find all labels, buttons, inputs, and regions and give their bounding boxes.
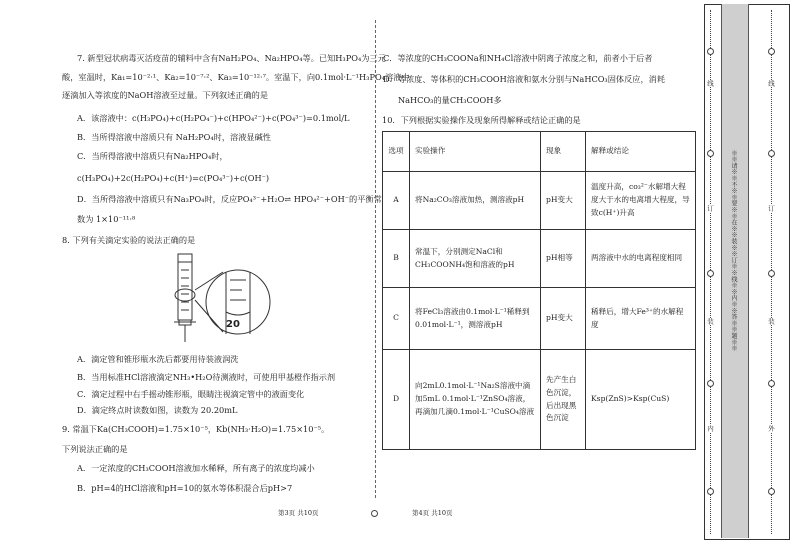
no-answer-notice: ※※请※※不※※要※※在※※装※※订※※线※※内※※答※※题※※	[730, 150, 737, 352]
row-operation: 向2mL0.1mol·L⁻¹Na₂S溶液中滴加5mL 0.1mol·L⁻¹ZnSO₄溶液，再滴加几滴0.1mol·L⁻¹CuSO₄溶液	[410, 350, 541, 450]
outer-label-outside: 外	[767, 425, 775, 432]
page-number-left: 第3页 共10页	[278, 509, 319, 517]
seal-circle	[707, 48, 714, 55]
row-option: B	[383, 230, 410, 288]
seal-circle	[707, 488, 714, 495]
page-number-right: 第4页 共10页	[412, 509, 453, 517]
q10-table	[382, 131, 696, 450]
row-operation: 常温下，分别测定NaCl和CH₃COONH₄饱和溶液的pH	[410, 230, 541, 288]
q9-stem: 9. 常温下Ka(CH₃COOH)=1.75×10⁻⁵，Kb(NH₃·H₂O)=1.75×10⁻⁵。	[62, 424, 330, 434]
q8-option-c: C．滴定过程中右手摇动锥形瓶，眼睛注视滴定管中的液面变化	[77, 389, 305, 399]
q7-option-c-formula: c(H₃PO₄)+2c(H₂PO₄)+c(H⁺)=c(PO₄³⁻)+c(OH⁻)	[77, 173, 270, 183]
q7-option-d-cont: 数为 1×10⁻¹¹·⁸	[77, 214, 136, 224]
row-phenomenon: pH变大	[541, 172, 586, 230]
seal-circle	[768, 270, 775, 277]
q7-line3: 逐滴加入等浓度的NaOH溶液至过量。下列叙述正确的是	[62, 90, 269, 100]
q8-option-b: B．当用标准HCl溶液滴定NH₃•H₂O待测液时，可使用甲基橙作指示剂	[77, 372, 336, 382]
row-conclusion: Ksp(ZnS)>Ksp(CuS)	[586, 350, 696, 450]
outer-label-line: 线	[767, 80, 775, 87]
row-phenomenon: pH相等	[541, 230, 586, 288]
row-phenomenon: 先产生白色沉淀，后出现黑色沉淀	[541, 350, 586, 450]
outer-label-bind: 订	[767, 205, 775, 212]
q9-ask: 下列说法正确的是	[62, 444, 128, 454]
row-option: C	[383, 288, 410, 350]
table-row	[383, 350, 696, 450]
header-phenomenon: 现象	[541, 132, 586, 172]
footer-circle	[371, 510, 378, 517]
table-row	[383, 172, 696, 230]
table-row	[383, 230, 696, 288]
q8-option-d: D．滴定终点时读数如图，读数为 20.20mL	[77, 405, 238, 415]
row-phenomenon: pH变大	[541, 288, 586, 350]
seal-circle	[707, 270, 714, 277]
burette-figure	[168, 250, 278, 352]
table-row	[383, 288, 696, 350]
row-operation: 将FeCl₃溶液由0.1mol·L⁻¹稀释到0.01mol·L⁻¹，测溶液pH	[410, 288, 541, 350]
row-conclusion: 稀释后，增大Fe³⁺的水解程度	[586, 288, 696, 350]
table-header-row	[383, 132, 696, 172]
seal-circle	[768, 150, 775, 157]
row-option: D	[383, 350, 410, 450]
seal-circle	[768, 380, 775, 387]
seal-circle	[768, 488, 775, 495]
q10-stem: 10．下列根据实验操作及现象所得解释或结论正确的是	[382, 115, 581, 125]
inner-label-line: 线	[706, 80, 714, 87]
seal-circle	[707, 380, 714, 387]
q7-option-c: C．当所得溶液中溶质只有Na₂HPO₄时，	[77, 151, 228, 161]
seal-circle	[707, 150, 714, 157]
inner-label-bind: 订	[706, 205, 714, 212]
q9-option-c: C．等浓度的CH₃COONa和NH₄Cl溶液中阴离子浓度之和，前者小于后者	[383, 53, 653, 63]
row-conclusion: 温度升高，co₃²⁻水解增大程度大于水的电离增大程度，导致c(H⁺)升高	[586, 172, 696, 230]
header-conclusion: 解释或结论	[586, 132, 696, 172]
q7-option-d: D．当所得溶液中溶质只有Na₃PO₄时，反应PO₄³⁻+H₂O⇌ HPO₄²⁻+OH⁻的平衡常	[77, 194, 382, 204]
header-option: 选项	[383, 132, 410, 172]
inner-label-inside: 内	[706, 425, 714, 432]
q7-line2: 酸，室温时，Ka₁=10⁻²·¹、Ka₂=10⁻⁷·²、Ka₃=10⁻¹²·⁷。室温下，向0.1mol·L⁻¹H₃PO₄溶液中	[62, 72, 410, 82]
q8-option-a: A．滴定管和锥形瓶水洗后都要用待装液润洗	[77, 354, 239, 364]
q7-line1: 7. 新型冠状病毒灭活疫苗的辅料中含有NaH₂PO₄、Na₂HPO₄等。已知H₃PO₄为三元	[77, 53, 386, 63]
row-operation: 将Na₂CO₃溶液加热，测溶液pH	[410, 172, 541, 230]
q9-option-d-cont: NaHCO₃的量CH₃COOH多	[398, 95, 502, 105]
outer-label-install: 装	[767, 318, 775, 325]
row-option: A	[383, 172, 410, 230]
q9-option-b: B．pH=4的HCl溶液和pH=10的氨水等体积混合后pH>7	[77, 483, 293, 493]
inner-label-install: 装	[706, 318, 714, 325]
column-divider	[375, 20, 376, 498]
seal-circle	[768, 48, 775, 55]
burette-reading: 20	[226, 319, 240, 330]
q8-stem: 8. 下列有关滴定实验的说法正确的是	[62, 235, 196, 245]
q9-option-a: A．一定浓度的CH₃COOH溶液加水稀释，所有离子的浓度均减小	[77, 463, 315, 473]
q9-option-d: D．等浓度、等体积的CH₃COOH溶液和氨水分别与NaHCO₃固体反应，消耗	[383, 74, 666, 84]
q7-option-b: B．当所得溶液中溶质只有 NaH₂PO₄时，溶液显碱性	[77, 132, 271, 142]
header-operation: 实验操作	[410, 132, 541, 172]
q7-option-a: A．该溶液中：c(H₃PO₄)+c(H₂PO₄⁻)+c(HPO₄²⁻)+c(PO₄³⁻)=0.1mol/L	[77, 113, 350, 123]
row-conclusion: 两溶液中水的电离程度相同	[586, 230, 696, 288]
